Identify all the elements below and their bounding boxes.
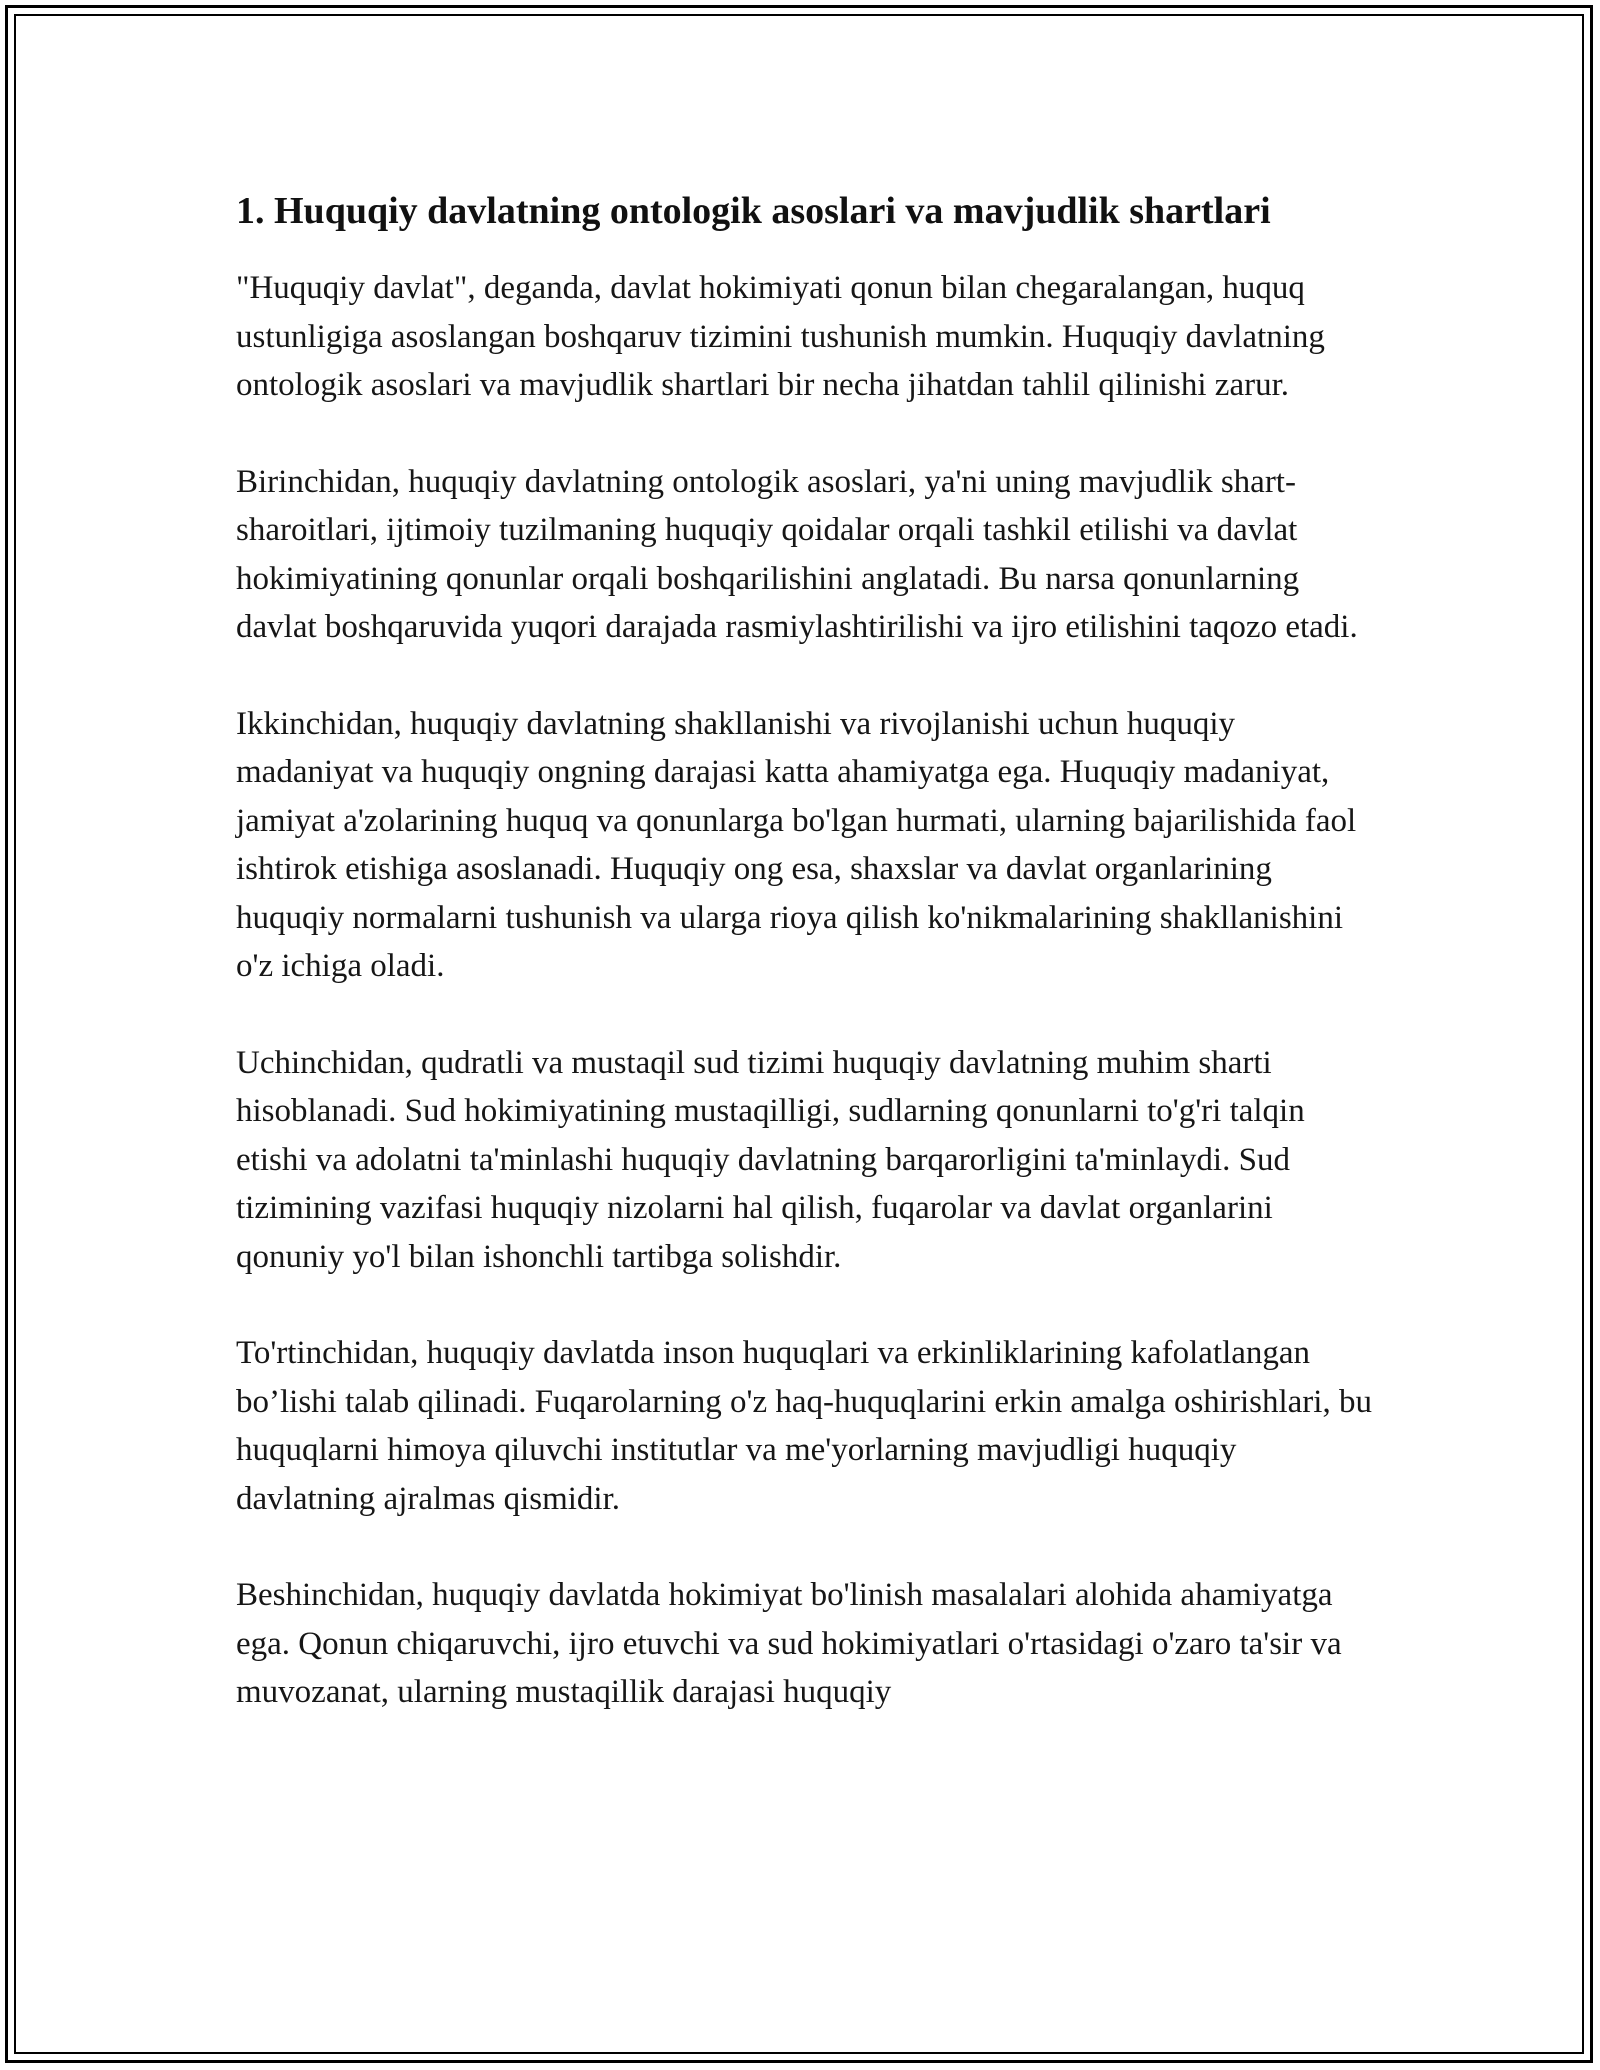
section-heading: 1. Huquqiy davlatning ontologik asoslari va mavjudlik shartlari: [236, 190, 1271, 232]
paragraph-intro: "Huquqiy davlat", deganda, davlat hokimiyati qonun bilan chegaralangan, huquq ustunligiga asoslangan boshqaruv tizimini tushunish mumkin. Huquqiy davlatning ontologik asoslari va mavjudlik shartlari bir necha jihatdan tahlil qilinishi zarur.: [236, 270, 1325, 403]
document-body: [236, 184, 1376, 1765]
paragraph-fifth: Beshinchidan, huquqiy davlatda hokimiyat bo'linish masalalari alohida ahamiyatga ega. Qonun chiqaruvchi, ijro etuvchi va sud hokimiyatlari o'rtasidagi o'zaro ta'sir va muvozanat, ularning mustaqillik darajasi huquqiy: [236, 1577, 1342, 1710]
paragraph-second: Ikkinchidan, huquqiy davlatning shakllanishi va rivojlanishi uchun huquqiy madaniyat va huquqiy ongning darajasi katta ahamiyatga ega. Huquqiy madaniyat, jamiyat a'zolarining huquq va qonunlarga bo'lgan hurmati, ularning bajarilishida faol ishtirok etishiga asoslanadi. Huquqiy ong esa, shaxslar va davlat organlarining huquqiy normalarni tushunish va ularga rioya qilish ko'nikmalarining shakllanishini o'z ichiga oladi.: [236, 705, 1357, 984]
paragraph-fourth: To'rtinchidan, huquqiy davlatda inson huquqlari va erkinliklarining kafolatlangan bo’lishi talab qilinadi. Fuqarolarning o'z haq-huquqlarini erkin amalga oshirishlari, bu huquqlarni himoya qiluvchi institutlar va me'yorlarning mavjudligi huquqiy davlatning ajralmas qismidir.: [236, 1335, 1372, 1517]
paragraph-third: Uchinchidan, qudratli va mustaqil sud tizimi huquqiy davlatning muhim sharti hisoblanadi. Sud hokimiyatining mustaqilligi, sudlarning qonunlarni to'g'ri talqin etishi va adolatni ta'minlashi huquqiy davlatning barqarorligini ta'minlaydi. Sud tizimining vazifasi huquqiy nizolarni hal qilish, fuqarolar va davlat organlarini qonuniy yo'l bilan ishonchli tartibga solishdir.: [236, 1044, 1305, 1275]
paragraph-first: Birinchidan, huquqiy davlatning ontologik asoslari, ya'ni uning mavjudlik shart-sharoitlari, ijtimoiy tuzilmaning huquqiy qoidalar orqali tashkil etilishi va davlat hokimiyatining qonunlar orqali boshqarilishini anglatadi. Bu narsa qonunlarning davlat boshqaruvida yuqori darajada rasmiylashtirilishi va ijro etilishini taqozo etadi.: [236, 463, 1358, 645]
